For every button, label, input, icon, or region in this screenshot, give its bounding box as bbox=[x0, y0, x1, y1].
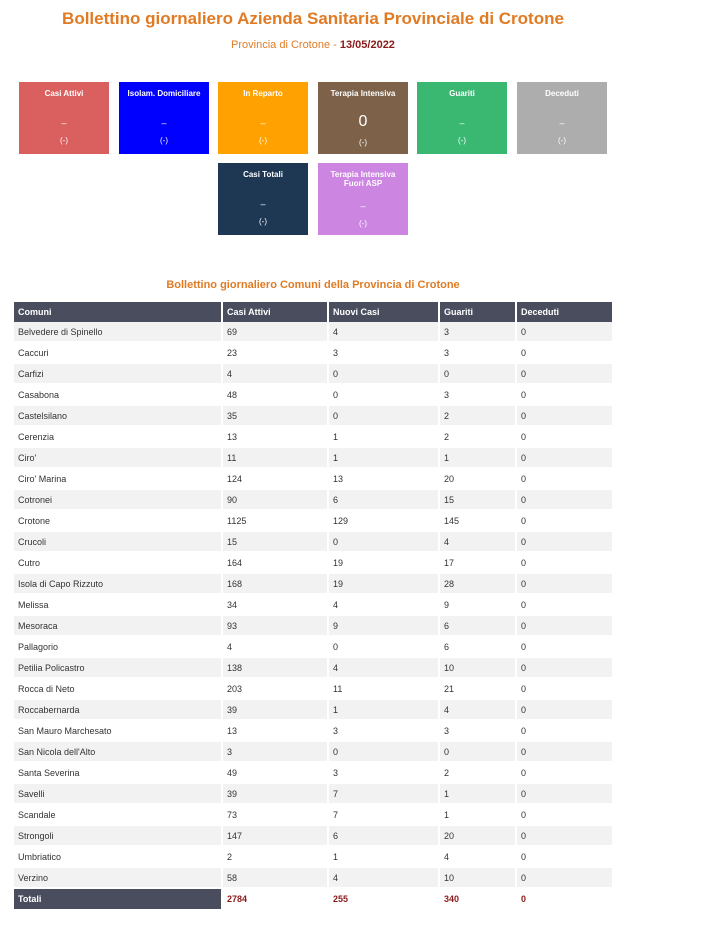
deceduti-cell: 0 bbox=[517, 805, 612, 826]
comune-name: Belvedere di Spinello bbox=[14, 322, 223, 343]
page-subtitle bbox=[0, 39, 626, 51]
guariti-cell: 3 bbox=[440, 343, 517, 364]
comune-name: Casabona bbox=[14, 385, 223, 406]
guariti-cell: 21 bbox=[440, 679, 517, 700]
nuovi-casi-cell: 7 bbox=[329, 805, 440, 826]
card-value: – bbox=[360, 201, 366, 211]
guariti-cell: 4 bbox=[440, 700, 517, 721]
table-row bbox=[14, 637, 612, 658]
nuovi-casi-cell: 6 bbox=[329, 826, 440, 847]
card-delta: (-) bbox=[558, 136, 566, 145]
table-row bbox=[14, 427, 612, 448]
nuovi-casi-cell: 1 bbox=[329, 847, 440, 868]
nuovi-casi-cell: 0 bbox=[329, 406, 440, 427]
table-row bbox=[14, 385, 612, 406]
nuovi-casi-cell: 0 bbox=[329, 385, 440, 406]
casi-attivi-cell: 73 bbox=[223, 805, 329, 826]
casi-attivi-cell: 34 bbox=[223, 595, 329, 616]
table-row bbox=[14, 616, 612, 637]
nuovi-casi-cell: 1 bbox=[329, 448, 440, 469]
table-row bbox=[14, 679, 612, 700]
guariti-cell: 10 bbox=[440, 868, 517, 889]
casi-attivi-cell: 4 bbox=[223, 364, 329, 385]
guariti-cell: 4 bbox=[440, 532, 517, 553]
table-row bbox=[14, 595, 612, 616]
card-delta: (-) bbox=[259, 136, 267, 145]
casi-attivi-cell: 23 bbox=[223, 343, 329, 364]
total-nuovi-casi: 255 bbox=[329, 889, 440, 911]
table-row bbox=[14, 574, 612, 595]
subtitle-province: Provincia di Crotone - bbox=[231, 39, 340, 51]
comune-name: Cerenzia bbox=[14, 427, 223, 448]
comune-name: Rocca di Neto bbox=[14, 679, 223, 700]
comune-name: Caccuri bbox=[14, 343, 223, 364]
nuovi-casi-cell: 0 bbox=[329, 532, 440, 553]
deceduti-cell: 0 bbox=[517, 385, 612, 406]
casi-attivi-cell: 39 bbox=[223, 700, 329, 721]
comune-name: Mesoraca bbox=[14, 616, 223, 637]
table-totals-row bbox=[14, 889, 612, 911]
comune-name: Scandale bbox=[14, 805, 223, 826]
card-in-reparto bbox=[218, 82, 308, 154]
card-value: – bbox=[559, 118, 565, 128]
guariti-cell: 20 bbox=[440, 469, 517, 490]
casi-attivi-cell: 93 bbox=[223, 616, 329, 637]
deceduti-cell: 0 bbox=[517, 658, 612, 679]
guariti-cell: 1 bbox=[440, 784, 517, 805]
casi-attivi-cell: 168 bbox=[223, 574, 329, 595]
casi-attivi-cell: 69 bbox=[223, 322, 329, 343]
table-row bbox=[14, 700, 612, 721]
card-title: Deceduti bbox=[545, 89, 579, 98]
guariti-cell: 6 bbox=[440, 637, 517, 658]
table-row bbox=[14, 847, 612, 868]
deceduti-cell: 0 bbox=[517, 574, 612, 595]
nuovi-casi-cell: 4 bbox=[329, 658, 440, 679]
card-deceduti bbox=[517, 82, 607, 154]
deceduti-cell: 0 bbox=[517, 406, 612, 427]
table-row bbox=[14, 721, 612, 742]
deceduti-cell: 0 bbox=[517, 448, 612, 469]
nuovi-casi-cell: 4 bbox=[329, 595, 440, 616]
deceduti-cell: 0 bbox=[517, 490, 612, 511]
deceduti-cell: 0 bbox=[517, 427, 612, 448]
deceduti-cell: 0 bbox=[517, 763, 612, 784]
deceduti-cell: 0 bbox=[517, 742, 612, 763]
casi-attivi-cell: 124 bbox=[223, 469, 329, 490]
table-row bbox=[14, 553, 612, 574]
nuovi-casi-cell: 4 bbox=[329, 868, 440, 889]
card-casi-totali bbox=[218, 163, 308, 235]
guariti-cell: 0 bbox=[440, 364, 517, 385]
column-header: Comuni bbox=[14, 302, 223, 322]
total-guariti: 340 bbox=[440, 889, 517, 911]
deceduti-cell: 0 bbox=[517, 595, 612, 616]
casi-attivi-cell: 138 bbox=[223, 658, 329, 679]
deceduti-cell: 0 bbox=[517, 700, 612, 721]
card-delta: (-) bbox=[259, 217, 267, 226]
deceduti-cell: 0 bbox=[517, 826, 612, 847]
deceduti-cell: 0 bbox=[517, 721, 612, 742]
nuovi-casi-cell: 129 bbox=[329, 511, 440, 532]
guariti-cell: 9 bbox=[440, 595, 517, 616]
guariti-cell: 10 bbox=[440, 658, 517, 679]
deceduti-cell: 0 bbox=[517, 469, 612, 490]
column-header: Casi Attivi bbox=[223, 302, 329, 322]
card-title: Terapia Intensiva Fuori ASP bbox=[330, 170, 396, 188]
casi-attivi-cell: 1125 bbox=[223, 511, 329, 532]
casi-attivi-cell: 2 bbox=[223, 847, 329, 868]
comune-name: San Nicola dell'Alto bbox=[14, 742, 223, 763]
card-terapia-intensiva bbox=[318, 82, 408, 154]
comune-name: Isola di Capo Rizzuto bbox=[14, 574, 223, 595]
casi-attivi-cell: 49 bbox=[223, 763, 329, 784]
card-delta: (-) bbox=[160, 136, 168, 145]
card-title: Isolam. Domiciliare bbox=[127, 89, 201, 98]
table-header-row bbox=[14, 302, 612, 322]
card-isolamento-domiciliare bbox=[119, 82, 209, 154]
comuni-table bbox=[14, 302, 612, 911]
table-row bbox=[14, 469, 612, 490]
comune-name: Crucoli bbox=[14, 532, 223, 553]
nuovi-casi-cell: 3 bbox=[329, 343, 440, 364]
card-guariti bbox=[417, 82, 507, 154]
deceduti-cell: 0 bbox=[517, 784, 612, 805]
nuovi-casi-cell: 13 bbox=[329, 469, 440, 490]
comune-name: Strongoli bbox=[14, 826, 223, 847]
comune-name: San Mauro Marchesato bbox=[14, 721, 223, 742]
card-value: – bbox=[459, 118, 465, 128]
card-delta: (-) bbox=[359, 219, 367, 228]
guariti-cell: 1 bbox=[440, 448, 517, 469]
guariti-cell: 3 bbox=[440, 721, 517, 742]
comune-name: Ciro' Marina bbox=[14, 469, 223, 490]
card-casi-attivi bbox=[19, 82, 109, 154]
casi-attivi-cell: 39 bbox=[223, 784, 329, 805]
card-delta: (-) bbox=[359, 138, 367, 147]
total-deceduti: 0 bbox=[517, 889, 612, 911]
deceduti-cell: 0 bbox=[517, 847, 612, 868]
casi-attivi-cell: 203 bbox=[223, 679, 329, 700]
table-row bbox=[14, 868, 612, 889]
table-row bbox=[14, 784, 612, 805]
guariti-cell: 6 bbox=[440, 616, 517, 637]
guariti-cell: 15 bbox=[440, 490, 517, 511]
deceduti-cell: 0 bbox=[517, 553, 612, 574]
guariti-cell: 0 bbox=[440, 742, 517, 763]
guariti-cell: 2 bbox=[440, 427, 517, 448]
card-value: 0 bbox=[358, 113, 368, 130]
table-row bbox=[14, 511, 612, 532]
comune-name: Santa Severina bbox=[14, 763, 223, 784]
casi-attivi-cell: 4 bbox=[223, 637, 329, 658]
table-row bbox=[14, 448, 612, 469]
card-delta: (-) bbox=[60, 136, 68, 145]
guariti-cell: 3 bbox=[440, 322, 517, 343]
page-title: Bollettino giornaliero Azienda Sanitaria Provinciale di Crotone bbox=[62, 9, 564, 28]
section-title: Bollettino giornaliero Comuni della Provincia di Crotone bbox=[166, 279, 460, 291]
bulletin-date: 13/05/2022 bbox=[339, 39, 395, 51]
table-row bbox=[14, 805, 612, 826]
card-title: Casi Attivi bbox=[44, 89, 84, 98]
nuovi-casi-cell: 6 bbox=[329, 490, 440, 511]
card-value: – bbox=[260, 199, 266, 209]
card-title: In Reparto bbox=[243, 89, 283, 98]
nuovi-casi-cell: 1 bbox=[329, 427, 440, 448]
table-row bbox=[14, 763, 612, 784]
deceduti-cell: 0 bbox=[517, 868, 612, 889]
card-title: Terapia Intensiva bbox=[330, 89, 396, 98]
deceduti-cell: 0 bbox=[517, 364, 612, 385]
comune-name: Carfizi bbox=[14, 364, 223, 385]
total-casi-attivi: 2784 bbox=[223, 889, 329, 911]
casi-attivi-cell: 164 bbox=[223, 553, 329, 574]
comune-name: Umbriatico bbox=[14, 847, 223, 868]
card-terapia-intensiva-fuori-asp bbox=[318, 163, 408, 235]
nuovi-casi-cell: 3 bbox=[329, 763, 440, 784]
guariti-cell: 20 bbox=[440, 826, 517, 847]
card-value: – bbox=[61, 118, 67, 128]
nuovi-casi-cell: 0 bbox=[329, 742, 440, 763]
nuovi-casi-cell: 19 bbox=[329, 574, 440, 595]
nuovi-casi-cell: 0 bbox=[329, 364, 440, 385]
comune-name: Pallagorio bbox=[14, 637, 223, 658]
deceduti-cell: 0 bbox=[517, 637, 612, 658]
casi-attivi-cell: 11 bbox=[223, 448, 329, 469]
guariti-cell: 3 bbox=[440, 385, 517, 406]
guariti-cell: 2 bbox=[440, 763, 517, 784]
guariti-cell: 2 bbox=[440, 406, 517, 427]
deceduti-cell: 0 bbox=[517, 322, 612, 343]
casi-attivi-cell: 48 bbox=[223, 385, 329, 406]
deceduti-cell: 0 bbox=[517, 532, 612, 553]
comune-name: Savelli bbox=[14, 784, 223, 805]
casi-attivi-cell: 15 bbox=[223, 532, 329, 553]
guariti-cell: 1 bbox=[440, 805, 517, 826]
card-value: – bbox=[161, 118, 167, 128]
deceduti-cell: 0 bbox=[517, 511, 612, 532]
comune-name: Castelsilano bbox=[14, 406, 223, 427]
nuovi-casi-cell: 0 bbox=[329, 637, 440, 658]
table-row bbox=[14, 658, 612, 679]
nuovi-casi-cell: 7 bbox=[329, 784, 440, 805]
guariti-cell: 145 bbox=[440, 511, 517, 532]
casi-attivi-cell: 13 bbox=[223, 427, 329, 448]
casi-attivi-cell: 35 bbox=[223, 406, 329, 427]
deceduti-cell: 0 bbox=[517, 616, 612, 637]
card-value: – bbox=[260, 118, 266, 128]
column-header: Guariti bbox=[440, 302, 517, 322]
guariti-cell: 28 bbox=[440, 574, 517, 595]
guariti-cell: 4 bbox=[440, 847, 517, 868]
comune-name: Roccabernarda bbox=[14, 700, 223, 721]
table-row bbox=[14, 322, 612, 343]
casi-attivi-cell: 13 bbox=[223, 721, 329, 742]
nuovi-casi-cell: 11 bbox=[329, 679, 440, 700]
casi-attivi-cell: 58 bbox=[223, 868, 329, 889]
column-header: Nuovi Casi bbox=[329, 302, 440, 322]
nuovi-casi-cell: 19 bbox=[329, 553, 440, 574]
totals-label: Totali bbox=[14, 889, 223, 911]
column-header: Deceduti bbox=[517, 302, 612, 322]
table-row bbox=[14, 343, 612, 364]
nuovi-casi-cell: 1 bbox=[329, 700, 440, 721]
card-title: Guariti bbox=[449, 89, 475, 98]
deceduti-cell: 0 bbox=[517, 679, 612, 700]
nuovi-casi-cell: 3 bbox=[329, 721, 440, 742]
table-row bbox=[14, 490, 612, 511]
table-row bbox=[14, 406, 612, 427]
casi-attivi-cell: 147 bbox=[223, 826, 329, 847]
casi-attivi-cell: 90 bbox=[223, 490, 329, 511]
card-delta: (-) bbox=[458, 136, 466, 145]
table-row bbox=[14, 532, 612, 553]
nuovi-casi-cell: 4 bbox=[329, 322, 440, 343]
comune-name: Ciro' bbox=[14, 448, 223, 469]
card-title: Casi Totali bbox=[243, 170, 283, 179]
table-row bbox=[14, 364, 612, 385]
table-row bbox=[14, 826, 612, 847]
casi-attivi-cell: 3 bbox=[223, 742, 329, 763]
comune-name: Crotone bbox=[14, 511, 223, 532]
deceduti-cell: 0 bbox=[517, 343, 612, 364]
comune-name: Petilia Policastro bbox=[14, 658, 223, 679]
comune-name: Verzino bbox=[14, 868, 223, 889]
comune-name: Cotronei bbox=[14, 490, 223, 511]
guariti-cell: 17 bbox=[440, 553, 517, 574]
table-row bbox=[14, 742, 612, 763]
comune-name: Cutro bbox=[14, 553, 223, 574]
comune-name: Melissa bbox=[14, 595, 223, 616]
nuovi-casi-cell: 9 bbox=[329, 616, 440, 637]
